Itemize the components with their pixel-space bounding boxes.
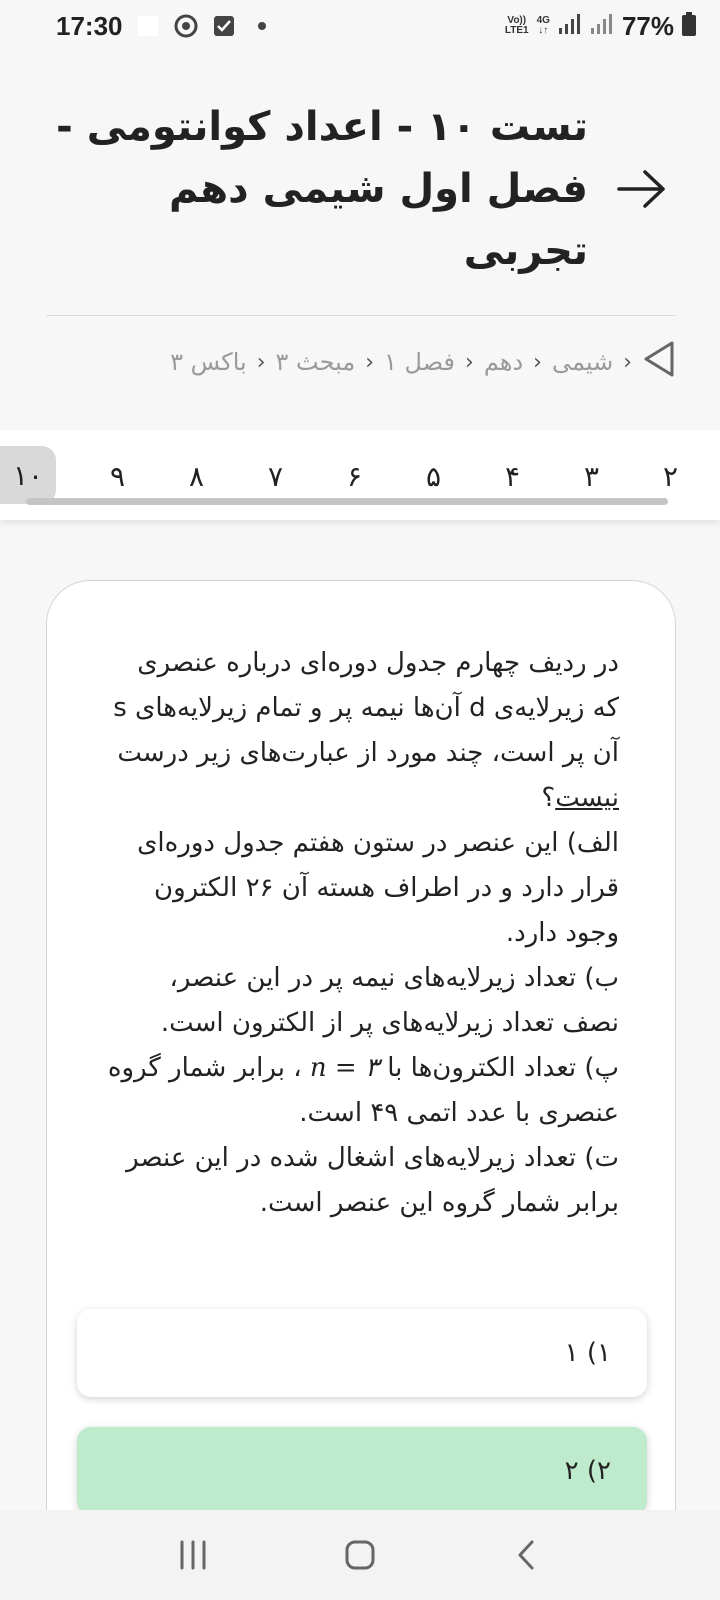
status-right [505,11,696,42]
chevron-left-icon: ‹ [465,349,474,375]
page-title: تست ۱۰ - اعداد کوانتومی - فصل اول شیمی دهم تجربی [56,104,588,274]
system-nav-bar [0,1510,720,1600]
breadcrumb [46,338,676,386]
breadcrumb-item-topic[interactable]: مبحث ۳ [275,348,356,376]
chevron-left-icon: ‹ [365,349,375,375]
tab-question-8[interactable]: ۸ [188,459,205,493]
statement-p: پ) تعداد الکترون‌ها با n = ۳ ، برابر شمار گروه عنصری با عدد اتمی ۴۹ است. [107,1053,619,1128]
status-left [56,11,275,42]
chrome-icon [173,13,199,39]
underlined-word: نیست [555,783,619,813]
chevron-left-icon: ‹ [533,349,542,375]
network-type-label: 4G ↓↑ [536,15,550,36]
question-stem: در ردیف چهارم جدول دوره‌ای درباره عنصری که زیرلایه‌ی d آن‌ها نیمه پر و تمام زیرلایه‌های s آن پر است، چند مورد از عبارت‌های زیر درست نیست؟ [113,648,619,813]
tab-question-6[interactable]: ۶ [346,459,363,493]
signal-icon-2 [590,13,614,39]
tab-question-2[interactable]: ۲ [662,459,679,493]
status-bar [0,0,720,52]
tab-question-10-active[interactable]: ۱۰ [0,446,56,504]
answer-option-2-correct[interactable] [77,1427,647,1515]
question-number-tabs [0,430,720,520]
back-icon[interactable] [497,1525,557,1585]
play-icon[interactable] [642,340,676,384]
statement-b: ب) تعداد زیرلایه‌های نیمه پر در این عنصر، نصف تعداد زیرلایه‌های پر از الکترون است. [160,963,619,1038]
battery-percent: 77% [621,10,674,41]
tab-question-3[interactable]: ۳ [583,459,600,493]
breadcrumb-item-grade[interactable]: دهم [483,348,524,376]
tabs-row [0,446,720,506]
option-label: ۲) ۲ [564,1456,611,1486]
battery-icon [682,12,696,40]
statement-a: الف) این عنصر در ستون هفتم جدول دوره‌ای قرار دارد و در اطراف هسته آن ۲۶ الکترون وجود دارد. [137,828,619,948]
signal-icon [558,13,582,39]
tab-question-9[interactable]: ۹ [109,459,126,493]
back-arrow-icon[interactable] [606,154,676,224]
breadcrumb-item-chemistry[interactable]: شیمی [551,348,614,376]
answer-option-1[interactable] [77,1309,647,1397]
breadcrumb-item-box[interactable]: باکس ۳ [170,348,247,376]
statement-t: ت) تعداد زیرلایه‌های اشغال شده در این عنصر برابر شمار گروه این عنصر است. [126,1143,619,1218]
recent-apps-icon[interactable] [163,1525,223,1585]
chevron-left-icon: ‹ [623,349,632,375]
option-label: ۱) ۱ [564,1338,611,1368]
header-divider [46,315,676,316]
notification-blank-icon [135,13,161,39]
tab-question-4[interactable]: ۴ [504,459,521,493]
tab-question-5[interactable]: ۵ [425,459,442,493]
chevron-left-icon: ‹ [256,349,266,375]
header [46,96,676,282]
breadcrumb-item-chapter[interactable]: فصل ۱ [384,348,455,376]
home-icon[interactable] [330,1525,390,1585]
checkbox-notification-icon [211,13,237,39]
math-expression: n = ۳ [309,1053,379,1083]
tab-question-7[interactable]: ۷ [267,459,284,493]
dot-icon [249,13,275,39]
tabs-scrollbar[interactable] [26,498,668,505]
status-time: 17:30 [56,10,123,41]
question-card [46,580,676,1600]
volte-label: Vo)) LTE1 [504,15,529,36]
question-text [107,641,619,1226]
